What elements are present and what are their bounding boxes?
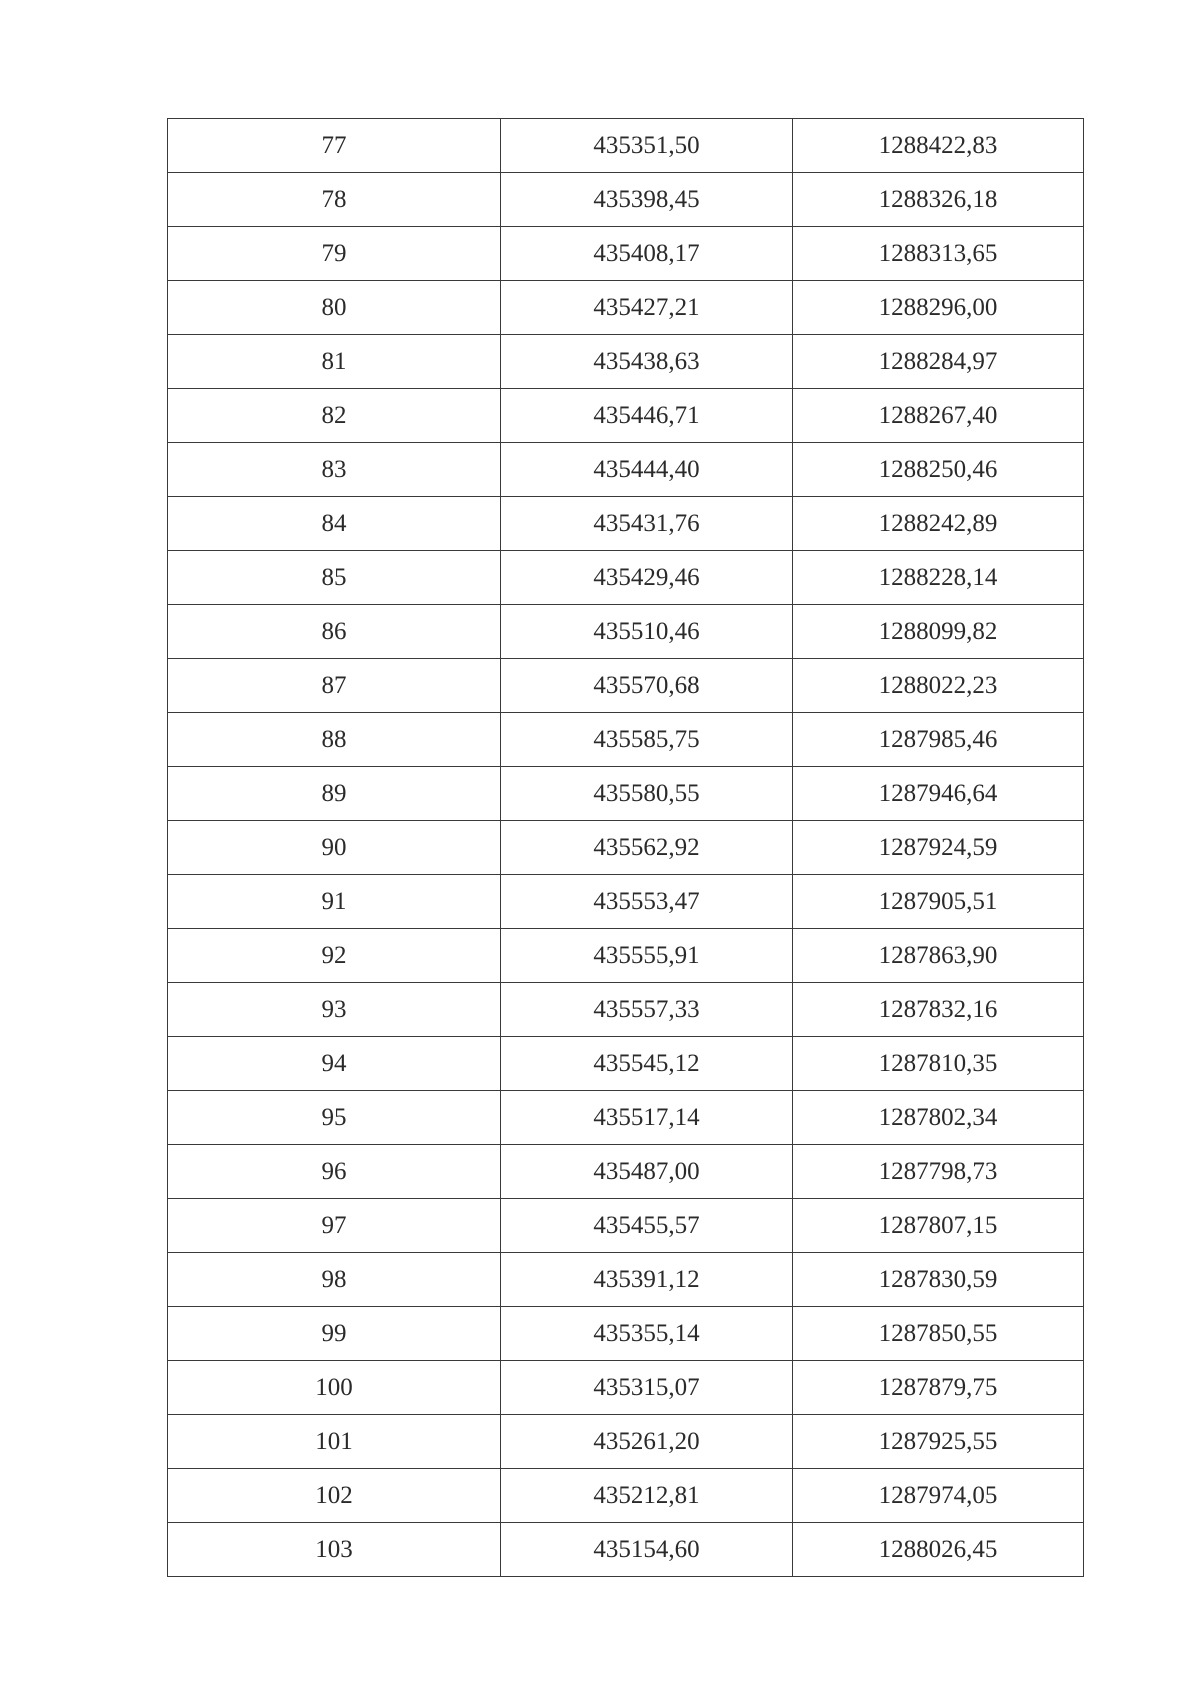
y-coordinate-cell: 1288026,45 (793, 1523, 1084, 1577)
table-row (168, 1253, 1084, 1307)
x-coordinate-cell: 435438,63 (501, 335, 793, 389)
table-row (168, 497, 1084, 551)
point-number-cell: 101 (168, 1415, 501, 1469)
table-row (168, 335, 1084, 389)
y-coordinate-cell: 1288326,18 (793, 173, 1084, 227)
table-row (168, 1199, 1084, 1253)
table-row (168, 1415, 1084, 1469)
y-coordinate-cell: 1287924,59 (793, 821, 1084, 875)
point-number-cell: 89 (168, 767, 501, 821)
x-coordinate-cell: 435212,81 (501, 1469, 793, 1523)
table-row (168, 443, 1084, 497)
point-number-cell: 78 (168, 173, 501, 227)
x-coordinate-cell: 435398,45 (501, 173, 793, 227)
point-number-cell: 83 (168, 443, 501, 497)
table-row (168, 1091, 1084, 1145)
y-coordinate-cell: 1287974,05 (793, 1469, 1084, 1523)
y-coordinate-cell: 1288250,46 (793, 443, 1084, 497)
x-coordinate-cell: 435444,40 (501, 443, 793, 497)
table-row (168, 1361, 1084, 1415)
x-coordinate-cell: 435261,20 (501, 1415, 793, 1469)
point-number-cell: 93 (168, 983, 501, 1037)
point-number-cell: 99 (168, 1307, 501, 1361)
y-coordinate-cell: 1287863,90 (793, 929, 1084, 983)
table-row (168, 119, 1084, 173)
x-coordinate-cell: 435487,00 (501, 1145, 793, 1199)
point-number-cell: 81 (168, 335, 501, 389)
point-number-cell: 103 (168, 1523, 501, 1577)
table-row (168, 227, 1084, 281)
x-coordinate-cell: 435580,55 (501, 767, 793, 821)
point-number-cell: 77 (168, 119, 501, 173)
point-number-cell: 98 (168, 1253, 501, 1307)
table-row (168, 659, 1084, 713)
coordinates-table (167, 118, 1084, 1577)
x-coordinate-cell: 435562,92 (501, 821, 793, 875)
table-row (168, 1037, 1084, 1091)
y-coordinate-cell: 1288099,82 (793, 605, 1084, 659)
table-row (168, 173, 1084, 227)
point-number-cell: 82 (168, 389, 501, 443)
point-number-cell: 96 (168, 1145, 501, 1199)
y-coordinate-cell: 1287985,46 (793, 713, 1084, 767)
x-coordinate-cell: 435154,60 (501, 1523, 793, 1577)
point-number-cell: 97 (168, 1199, 501, 1253)
y-coordinate-cell: 1287807,15 (793, 1199, 1084, 1253)
x-coordinate-cell: 435355,14 (501, 1307, 793, 1361)
point-number-cell: 88 (168, 713, 501, 767)
x-coordinate-cell: 435510,46 (501, 605, 793, 659)
table-row (168, 767, 1084, 821)
table-row (168, 551, 1084, 605)
x-coordinate-cell: 435555,91 (501, 929, 793, 983)
x-coordinate-cell: 435557,33 (501, 983, 793, 1037)
point-number-cell: 87 (168, 659, 501, 713)
y-coordinate-cell: 1288022,23 (793, 659, 1084, 713)
y-coordinate-cell: 1287905,51 (793, 875, 1084, 929)
x-coordinate-cell: 435455,57 (501, 1199, 793, 1253)
x-coordinate-cell: 435391,12 (501, 1253, 793, 1307)
x-coordinate-cell: 435431,76 (501, 497, 793, 551)
point-number-cell: 102 (168, 1469, 501, 1523)
y-coordinate-cell: 1288228,14 (793, 551, 1084, 605)
x-coordinate-cell: 435585,75 (501, 713, 793, 767)
table-row (168, 929, 1084, 983)
y-coordinate-cell: 1288313,65 (793, 227, 1084, 281)
y-coordinate-cell: 1287830,59 (793, 1253, 1084, 1307)
x-coordinate-cell: 435517,14 (501, 1091, 793, 1145)
point-number-cell: 84 (168, 497, 501, 551)
table-row (168, 713, 1084, 767)
x-coordinate-cell: 435429,46 (501, 551, 793, 605)
point-number-cell: 92 (168, 929, 501, 983)
x-coordinate-cell: 435315,07 (501, 1361, 793, 1415)
y-coordinate-cell: 1287832,16 (793, 983, 1084, 1037)
y-coordinate-cell: 1288422,83 (793, 119, 1084, 173)
y-coordinate-cell: 1288242,89 (793, 497, 1084, 551)
point-number-cell: 80 (168, 281, 501, 335)
point-number-cell: 90 (168, 821, 501, 875)
table-row (168, 1145, 1084, 1199)
point-number-cell: 86 (168, 605, 501, 659)
x-coordinate-cell: 435553,47 (501, 875, 793, 929)
y-coordinate-cell: 1288296,00 (793, 281, 1084, 335)
y-coordinate-cell: 1287925,55 (793, 1415, 1084, 1469)
y-coordinate-cell: 1288284,97 (793, 335, 1084, 389)
table-row (168, 821, 1084, 875)
coordinates-table-body (168, 119, 1084, 1577)
y-coordinate-cell: 1287798,73 (793, 1145, 1084, 1199)
point-number-cell: 91 (168, 875, 501, 929)
point-number-cell: 94 (168, 1037, 501, 1091)
y-coordinate-cell: 1287879,75 (793, 1361, 1084, 1415)
y-coordinate-cell: 1287802,34 (793, 1091, 1084, 1145)
x-coordinate-cell: 435427,21 (501, 281, 793, 335)
x-coordinate-cell: 435351,50 (501, 119, 793, 173)
table-row (168, 389, 1084, 443)
table-row (168, 1523, 1084, 1577)
point-number-cell: 85 (168, 551, 501, 605)
x-coordinate-cell: 435545,12 (501, 1037, 793, 1091)
point-number-cell: 100 (168, 1361, 501, 1415)
table-row (168, 875, 1084, 929)
x-coordinate-cell: 435570,68 (501, 659, 793, 713)
y-coordinate-cell: 1287810,35 (793, 1037, 1084, 1091)
table-row (168, 983, 1084, 1037)
table-row (168, 605, 1084, 659)
y-coordinate-cell: 1287946,64 (793, 767, 1084, 821)
point-number-cell: 95 (168, 1091, 501, 1145)
x-coordinate-cell: 435408,17 (501, 227, 793, 281)
table-row (168, 281, 1084, 335)
table-row (168, 1307, 1084, 1361)
y-coordinate-cell: 1288267,40 (793, 389, 1084, 443)
x-coordinate-cell: 435446,71 (501, 389, 793, 443)
y-coordinate-cell: 1287850,55 (793, 1307, 1084, 1361)
point-number-cell: 79 (168, 227, 501, 281)
table-row (168, 1469, 1084, 1523)
